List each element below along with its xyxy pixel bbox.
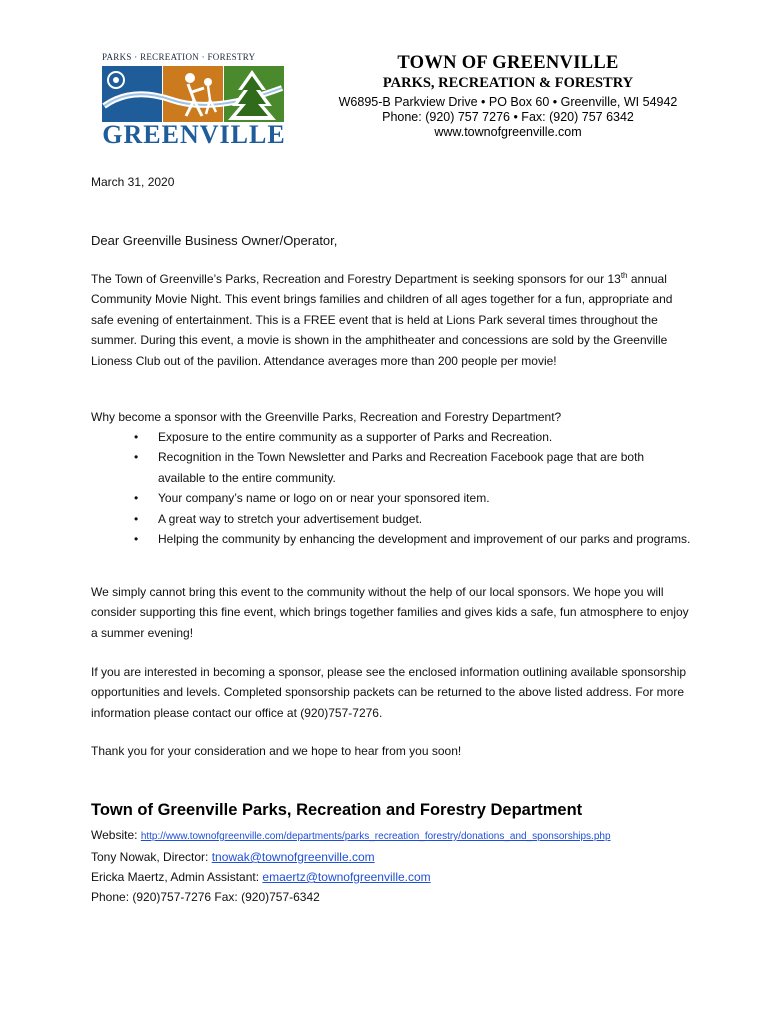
list-item-text: Your company’s name or logo on or near your sponsored item. <box>158 491 490 506</box>
paragraph-intro-start: The Town of Greenville’s Parks, Recreation and Forestry Department is seeking sponsors for our 13 <box>91 272 621 286</box>
signature-assistant <box>91 868 731 888</box>
bullet-icon: • <box>134 491 139 506</box>
paragraph-intro <box>91 266 691 371</box>
signature-title: Town of Greenville Parks, Recreation and Forestry Department <box>91 801 583 819</box>
letterhead-title: TOWN OF GREENVILLE <box>397 53 619 73</box>
bullet-icon: • <box>134 430 139 444</box>
why-sponsor-question: Why become a sponsor with the Greenville Parks, Recreation and Forestry Department? <box>91 410 562 424</box>
assistant-label: Ericka Maertz, Admin Assistant: <box>91 870 263 884</box>
list-item <box>91 509 691 529</box>
website-label: Website: <box>91 828 141 842</box>
letterhead-website: www.townofgreenville.com <box>434 125 582 139</box>
list-item-text: Recognition in the Town Newsletter and Parks and Recreation Facebook page that are both available to the entire community. <box>158 450 645 485</box>
director-label: Tony Nowak, Director: <box>91 850 212 864</box>
letterhead-phone-fax: Phone: (920) 757 7276 • Fax: (920) 757 6342 <box>382 110 634 124</box>
benefits-list <box>91 427 691 549</box>
paragraph-contact: If you are interested in becoming a sponsor, please see the enclosed information outlining available sponsorship opportunities and levels. Completed sponsorship packets can be returned to the above listed address. For more information please contact our office at (920)757-7276. <box>91 665 687 720</box>
bullet-icon: • <box>134 511 139 526</box>
logo-tagline: PARKS · RECREATION · FORESTRY <box>102 52 256 62</box>
letterhead-address: W6895-B Parkview Drive • PO Box 60 • Greenville, WI 54942 <box>338 95 678 109</box>
assistant-email-link[interactable]: emaertz@townofgreenville.com <box>262 870 431 884</box>
list-item <box>91 529 691 549</box>
paragraph-support: We simply cannot bring this event to the community without the help of our local sponsors. We hope you will consider supporting this fine event, which brings together families and gives kids a safe, fun atmosphere to enjoy a summer evening! <box>91 585 689 640</box>
director-email-link[interactable]: tnowak@townofgreenville.com <box>211 850 375 864</box>
letterhead <box>328 52 688 140</box>
list-item-text: A great way to stretch your advertisement budget. <box>158 511 423 526</box>
signature-director <box>91 848 731 868</box>
paragraph-intro-rest: annual Community Movie Night. This event brings families and children of all ages together for a fun, appropriate and safe evening of entertainment. This is a FREE event that is held at Lions Park several times throughout the summer. During this event, a movie is shown in the amphitheater and concessions are sold by the Greenville Lioness Club out of the pavilion. Attendance averages more than 200 people per movie! <box>91 272 673 368</box>
logo-wordmark: GREENVILLE <box>102 120 286 149</box>
list-item <box>91 427 691 447</box>
bullet-icon: • <box>134 450 139 465</box>
list-item-text: Helping the community by enhancing the development and improvement of our parks and programs. <box>158 532 691 547</box>
paragraph-closing: Thank you for your consideration and we hope to hear from you soon! <box>91 744 462 758</box>
salutation: Dear Greenville Business Owner/Operator, <box>91 233 338 248</box>
logo-emblem-icon <box>102 66 284 122</box>
letter-date: March 31, 2020 <box>91 175 175 189</box>
bullet-icon: • <box>134 532 139 547</box>
ordinal-suffix: th <box>620 271 628 280</box>
signature-phone-fax: Phone: (920)757-7276 Fax: (920)757-6342 <box>91 890 320 904</box>
sponsorship-website-link[interactable]: http://www.townofgreenville.com/departments/parks_recreation_forestry/donations_and_sponsorships.php <box>140 831 611 842</box>
greenville-logo <box>100 50 288 150</box>
list-item <box>91 488 691 508</box>
list-item-text: Exposure to the entire community as a supporter of Parks and Recreation. <box>158 430 553 444</box>
signature-website <box>91 826 731 847</box>
letterhead-subtitle: PARKS, RECREATION & FORESTRY <box>382 75 634 91</box>
list-item <box>91 447 691 488</box>
